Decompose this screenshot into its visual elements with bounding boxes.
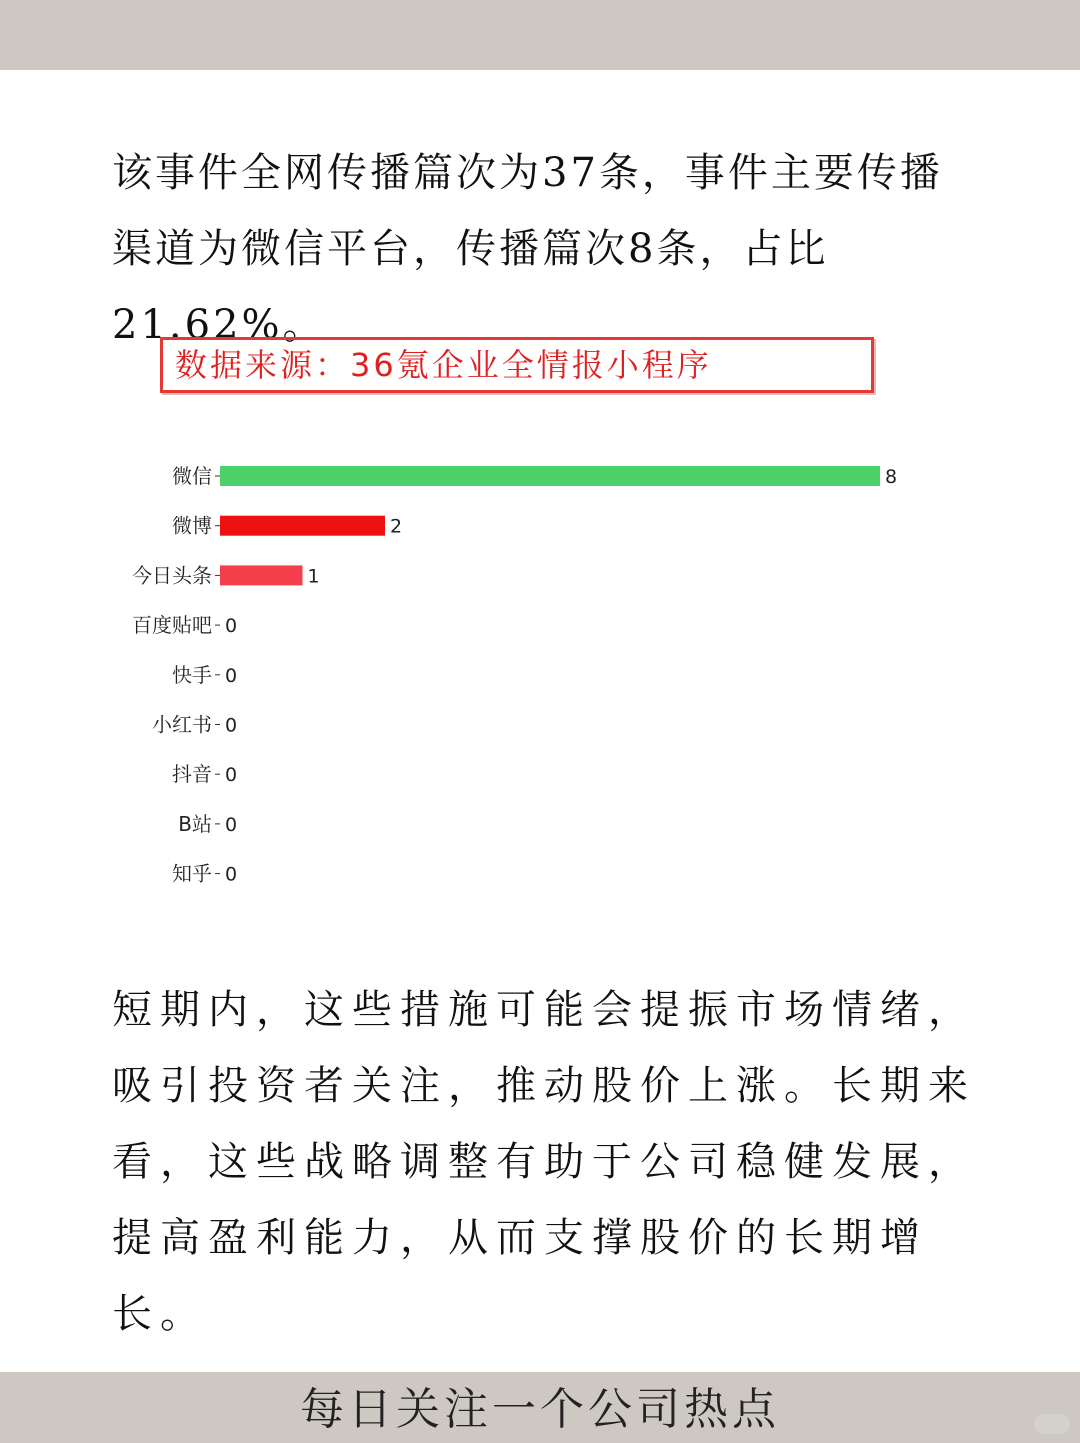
footer-title: 每日关注一个公司热点 — [300, 1384, 780, 1435]
bar — [220, 565, 303, 585]
value-label: 0 — [225, 813, 238, 836]
watermark-badge — [1034, 1414, 1070, 1434]
category-label: 快手 — [172, 662, 212, 687]
bar — [220, 516, 385, 536]
category-label: 知乎 — [172, 861, 212, 886]
value-label: 8 — [885, 466, 898, 488]
channel-bar-chart — [0, 440, 1080, 910]
data-source-label: 数据来源：36氪企业全情报小程序 — [175, 346, 712, 384]
category-label: 抖音 — [172, 762, 212, 787]
category-label: B站 — [178, 811, 212, 836]
category-label: 小红书 — [152, 712, 212, 737]
category-label: 今日头条 — [132, 563, 212, 588]
top-band — [0, 0, 1080, 70]
value-label: 0 — [225, 714, 238, 737]
data-source-box — [160, 337, 874, 393]
bar — [220, 466, 880, 486]
summary-paragraph: 该事件全网传播篇次为37条，事件主要传播渠道为微信平台，传播篇次8条，占比21.62%。 — [112, 150, 943, 348]
value-label: 2 — [390, 515, 403, 538]
value-label: 0 — [225, 863, 238, 886]
value-label: 1 — [307, 565, 320, 588]
category-label: 微信 — [172, 464, 212, 488]
value-label: 0 — [225, 764, 238, 787]
category-label: 百度贴吧 — [132, 613, 212, 638]
value-label: 0 — [225, 615, 238, 638]
value-label: 0 — [225, 664, 238, 687]
category-label: 微博 — [172, 513, 212, 538]
analysis-paragraph: 短期内，这些措施可能会提振市场情绪，吸引投资者关注，推动股价上涨。长期来看，这些战略调整有助于公司稳健发展，提高盈利能力，从而支撑股价的长期增长。 — [112, 987, 976, 1337]
